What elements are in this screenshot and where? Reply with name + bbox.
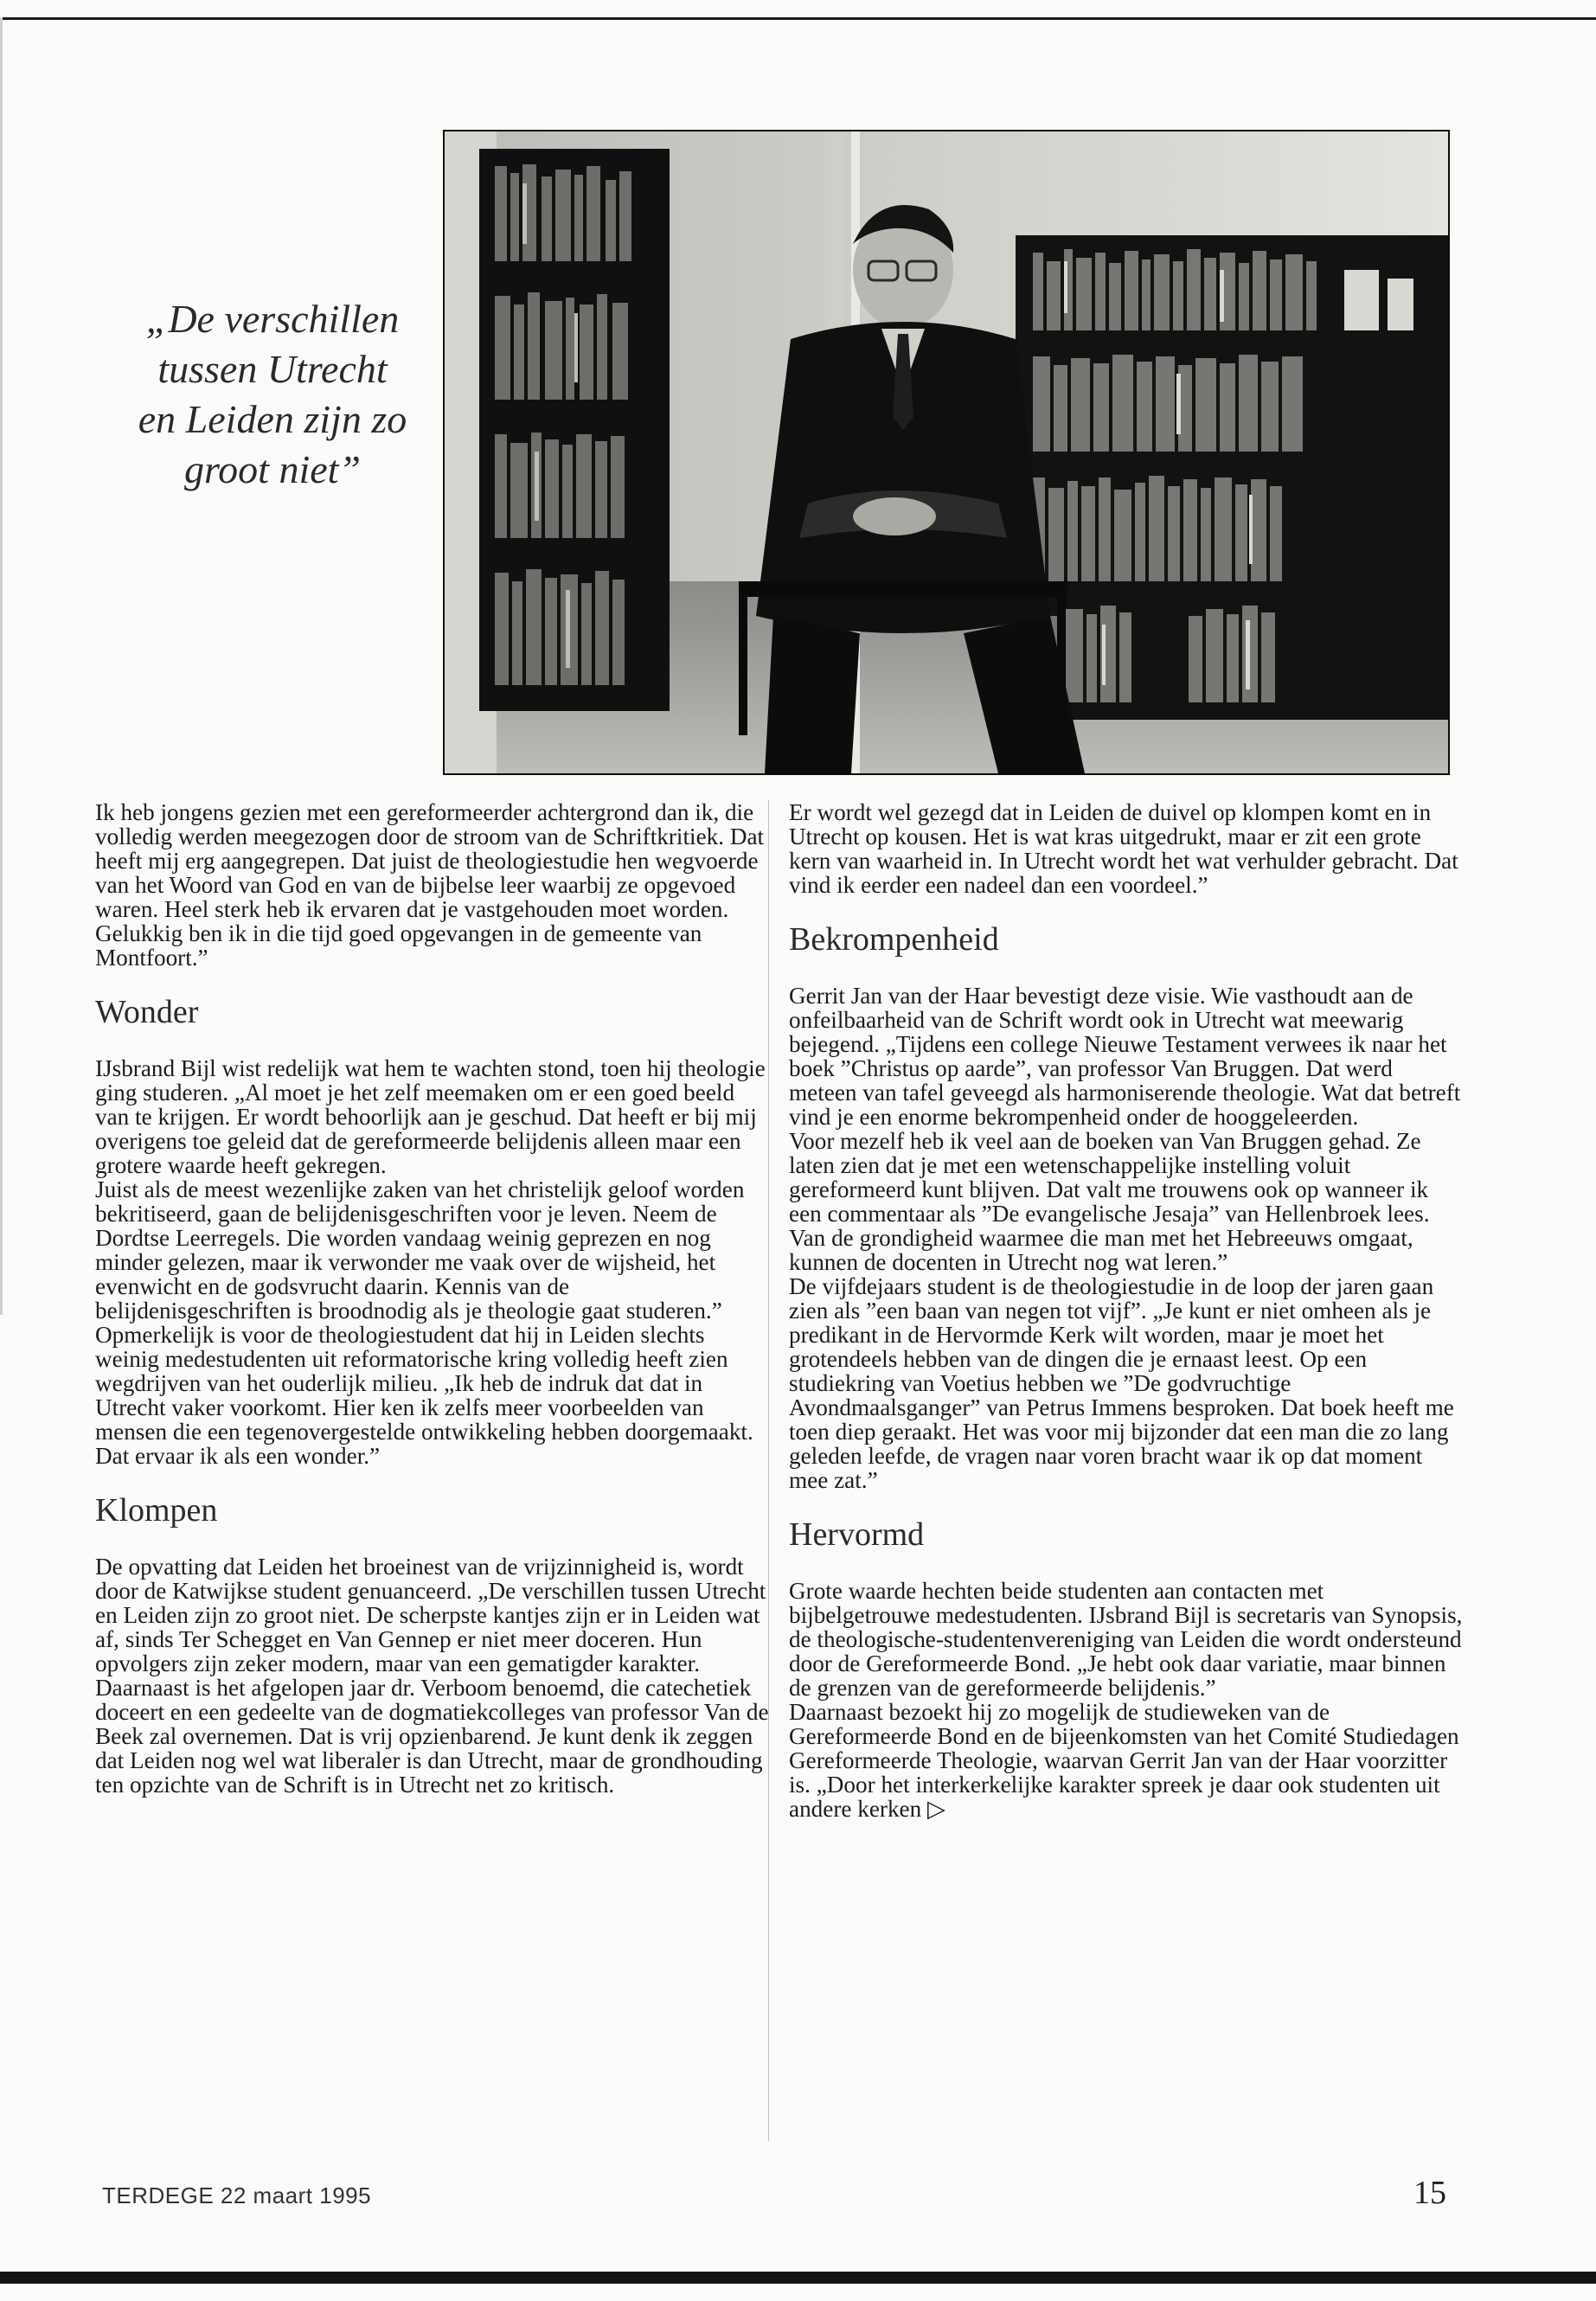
student-in-library-photo xyxy=(443,130,1450,775)
paragraph: IJsbrand Bijl wist redelijk wat hem te wachten stond, toen hij theologie ging studeren. „Al moet je het zelf meemaken om er een goed beeld van te krijgen. Er wordt behoorlijk aan je geschud. Dat heeft er bij mij overigens toe geleid dat de gereformeerde belijdenis alleen maar een grotere waarde heeft gekregen. xyxy=(95,1055,766,1178)
paragraph: Grote waarde hechten beide studenten aan contacten met bijbelgetrouwe medestudenten. IJsbrand Bijl is secretaris van Synopsis, de theologische-studentenvereniging van Leiden die wordt ondersteund door de Gereformeerde Bond. „Je hebt ook daar variatie, maar binnen de grenzen van de gereformeerde belijdenis.” xyxy=(789,1578,1463,1701)
page-number: 15 xyxy=(1413,2175,1446,2211)
right-column xyxy=(789,800,1464,1821)
bottom-rule xyxy=(0,2272,1596,2284)
paragraph: Juist als de meest wezenlijke zaken van het christelijk geloof worden bekritiseerd, gaan de belijdenisgeschriften voor je leven. Neem de Dordtse Leerregels. Die worden vandaag weinig geprezen en nog minder gelezen, maar ik verwonder me vaak over de wijsheid, het evenwicht en de godsvrucht daarin. Kennis van de belijdenisgeschriften is broodnodig als je theologie gaat studeren.” xyxy=(95,1176,745,1324)
pull-quote-line: „De verschillen xyxy=(145,297,400,341)
paragraph: Voor mezelf heb ik veel aan de boeken van Van Bruggen gehad. Ze laten zien dat je met een wetenschappelijke instelling voluit gereformeerd kunt blijven. Dat valt me trouwens ook op wanneer ik een commentaar als ”De evangelische Jesaja” van Hellenbroek lees. Van de grondigheid waarmee die man met het Hebreeuws omgaat, kunnen de docenten in Utrecht nog wat leren.” xyxy=(789,1128,1430,1275)
section-heading-hervormd: Hervormd xyxy=(789,1516,925,1553)
section-heading-wonder: Wonder xyxy=(95,994,199,1030)
paragraph: Opmerkelijk is voor de theologiestudent dat hij in Leiden slechts weinig medestudenten uit reformatorische kring volledig heeft zien wegdrijven van het ouderlijk milieu. „Ik heb de indruk dat dat in Utrecht vaker voorkomt. Hier ken ik zelfs meer voorbeelden van mensen die een tegenovergestelde ontwikkeling hebben doorgemaakt. Dat ervaar ik als een wonder.” xyxy=(95,1322,753,1469)
paragraph: Daarnaast bezoekt hij zo mogelijk de studieweken van de Gereformeerde Bond en de bijeenkomsten van het Comité Studiedagen Gereformeerde Theologie, waarvan Gerrit Jan van der Haar voorzitter is. „Door het interkerkelijke karakter spreek je daar ook studenten uit andere kerken ▷ xyxy=(789,1699,1459,1822)
paragraph: Gerrit Jan van der Haar bevestigt deze visie. Wie vasthoudt aan de onfeilbaarheid van de Schrift wordt ook in Utrecht wat meewarig bejegend. „Tijdens een college Nieuwe Testament verwees ik naar het boek ”Christus op aarde”, van professor Van Bruggen. Dat werd meteen van tafel geveegd als harmoniserende theologie. Wat dat betreft vind je een enorme bekrompenheid onder de hooggeleerden. xyxy=(789,983,1461,1130)
paragraph: De vijfdejaars student is de theologiestudie in de loop der jaren gaan zien als ”een baan van negen tot vijf”. „Je kunt er niet omheen als je predikant in de Hervormde Kerk wilt worden, maar je moet het grotendeels hebben van de dingen die je ernaast leest. Op een studiekring van Voetius hebben we ”De godvruchtige Avondmaalsganger” van Petrus Immens besproken. Dat boek heeft me toen diep geraakt. Het was voor mij bijzonder dat een man die zo lang geleden leefde, de vragen naar voren bracht waar ik op dat moment mee zat.” xyxy=(789,1273,1454,1493)
pull-quote-line: groot niet” xyxy=(183,447,362,491)
left-column xyxy=(95,800,770,1797)
paragraph: De opvatting dat Leiden het broeinest van de vrijzinnigheid is, wordt door de Katwijkse student genuanceerd. „De verschillen tussen Utrecht en Leiden zijn zo groot niet. De scherpste kantjes zijn er in Leiden wat af, sinds Ter Schegget en Van Gennep er niet meer doceren. Hun opvolgers zijn zeker modern, maar van een gematigder karakter. xyxy=(95,1554,766,1676)
left-margin-line xyxy=(0,17,3,1315)
pull-quote-line: tussen Utrecht xyxy=(157,347,388,391)
section-heading-klompen: Klompen xyxy=(95,1492,218,1529)
photo-illustration xyxy=(445,131,1448,773)
pull-quote xyxy=(112,294,433,495)
paragraph: Daarnaast is het afgelopen jaar dr. Verboom benoemd, die catechetiek doceert en een gedeelte van de dogmatiekcolleges van professor Van de Beek zal overnemen. Dat is vrij opzienbarend. Je kunt denk ik zeggen dat Leiden nog wel wat liberaler is dan Utrecht, maar de grondhouding ten opzichte van de Schrift is in Utrecht net zo kritisch. xyxy=(95,1675,769,1798)
top-rule xyxy=(0,17,1596,20)
paragraph: Er wordt wel gezegd dat in Leiden de duivel op klompen komt en in Utrecht op kousen. Het is wat kras uitgedrukt, maar er zit een grote kern van waarheid in. In Utrecht wordt het wat verhulder gebracht. Dat vind ik eerder een nadeel dan een voordeel.” xyxy=(789,799,1458,898)
paragraph: Ik heb jongens gezien met een gereformeerder achtergrond dan ik, die volledig werden meegezogen door de stroom van de Schriftkritiek. Dat heeft mij erg aangegrepen. Dat juist de theologiestudie hen wegvoerde van het Woord van God en van de bijbelse leer waarbij ze opgevoed waren. Heel sterk heb ik ervaren dat je vastgehouden moet worden. Gelukkig ben ik in die tijd goed opgevangen in de gemeente van Montfoort.” xyxy=(95,799,765,971)
section-heading-bekrompenheid: Bekrompenheid xyxy=(789,921,999,958)
pull-quote-line: en Leiden zijn zo xyxy=(138,397,407,441)
publication-footer: TERDEGE 22 maart 1995 xyxy=(102,2182,372,2208)
